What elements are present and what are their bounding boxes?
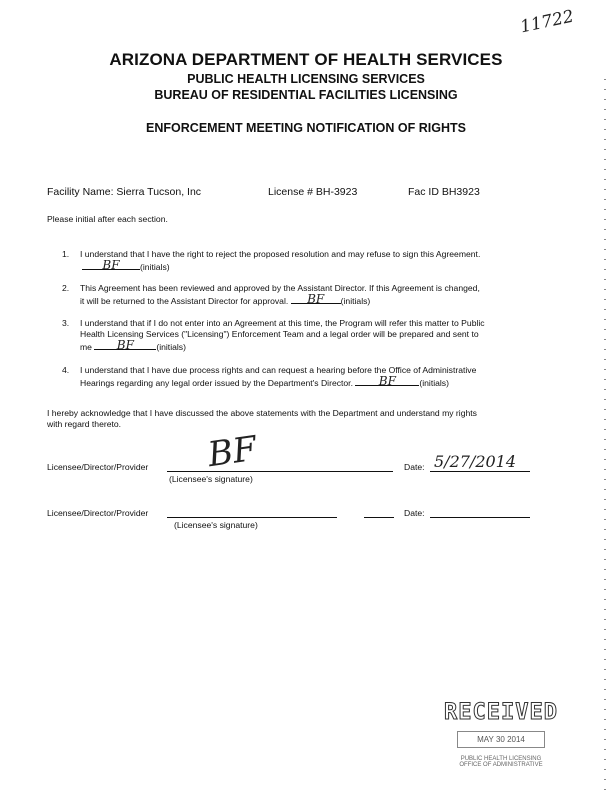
signature-line[interactable]	[167, 517, 337, 518]
stamp-title: RECEIVED	[444, 700, 558, 725]
document-number: 11722	[518, 6, 576, 38]
facility-name: Facility Name: Sierra Tucson, Inc	[47, 186, 202, 198]
scan-edge-artifact	[604, 70, 606, 790]
initials-mark: BF	[102, 258, 120, 272]
initials-mark: BF	[116, 338, 134, 352]
item-text-continued-2: me	[80, 342, 92, 352]
license-number: License # BH-3923	[268, 186, 358, 198]
initials-suffix: (initials)	[140, 262, 170, 272]
agency-title: ARIZONA DEPARTMENT OF HEALTH SERVICES	[109, 50, 503, 69]
item-text: This Agreement has been reviewed and approved by the Assistant Director. If this Agreement is changed,	[80, 283, 480, 293]
initials-field[interactable]	[291, 294, 341, 304]
initials-field[interactable]	[94, 340, 156, 350]
item-number: 1.	[62, 249, 70, 259]
item-number: 4.	[62, 365, 70, 375]
signature-line[interactable]	[167, 471, 393, 472]
signature-line-extension	[364, 517, 394, 518]
item-text-continued: it will be returned to the Assistant Director for approval.	[80, 296, 289, 306]
stamp-date: MAY 30 2014	[457, 731, 545, 748]
item-text: I understand that I have due process rights and can request a hearing before the Office of Administrative	[80, 365, 477, 375]
item-text: I understand that I have the right to reject the proposed resolution and may refuse to sign this Agreement.	[80, 249, 481, 259]
signer-label: Licensee/Director/Provider	[47, 508, 149, 518]
initials-mark: BF	[378, 374, 396, 388]
acknowledgement	[47, 408, 567, 430]
acknowledgement-line-2: with regard thereto.	[47, 419, 122, 429]
instruction-text: Please initial after each section.	[47, 214, 168, 224]
bureau-title: BUREAU OF RESIDENTIAL FACILITIES LICENSING	[154, 88, 458, 102]
item-number: 3.	[62, 318, 70, 328]
handwritten-signature: BF	[205, 428, 260, 476]
received-stamp	[436, 700, 566, 786]
stamp-line-4: OFFICE OF ADMINISTRATIVE	[459, 762, 543, 768]
item-text: I understand that if I do not enter into an Agreement at this time, the Program will refer this matter to Public	[80, 318, 485, 328]
date-field[interactable]	[430, 471, 530, 472]
initials-suffix: (initials)	[156, 342, 186, 352]
initials-mark: BF	[307, 292, 325, 306]
division-title: PUBLIC HEALTH LICENSING SERVICES	[187, 72, 425, 86]
form-title: ENFORCEMENT MEETING NOTIFICATION OF RIGHTS	[146, 121, 466, 135]
acknowledgement-line-1: I hereby acknowledge that I have discussed the above statements with the Department and understand my rights	[47, 408, 477, 418]
initials-suffix: (initials)	[340, 296, 371, 306]
signature-caption: (Licensee's signature)	[169, 474, 253, 484]
date-field[interactable]	[430, 517, 530, 518]
item-text-continued: Hearings regarding any legal order issued by the Department's Director.	[80, 378, 353, 388]
initials-suffix: (initials)	[419, 378, 449, 388]
date-label: Date:	[404, 462, 425, 472]
stamp-line-3: PUBLIC HEALTH LICENSING	[460, 756, 542, 762]
item-text-continued: Health Licensing Services ("Licensing") Enforcement Team and a legal order will be prepared and sent to	[80, 329, 479, 339]
signature-caption: (Licensee's signature)	[174, 520, 258, 530]
rights-item-4	[62, 365, 552, 389]
rights-item-3	[62, 318, 552, 352]
initials-field[interactable]	[355, 376, 419, 386]
facility-id: Fac ID BH3923	[408, 186, 480, 198]
date-label: Date:	[404, 508, 425, 518]
date-value: 5/27/2014	[434, 452, 517, 471]
signer-label: Licensee/Director/Provider	[47, 462, 149, 472]
rights-item-1	[62, 249, 552, 273]
item-number: 2.	[62, 283, 70, 293]
rights-item-2	[62, 283, 552, 307]
initials-field[interactable]	[82, 260, 140, 270]
